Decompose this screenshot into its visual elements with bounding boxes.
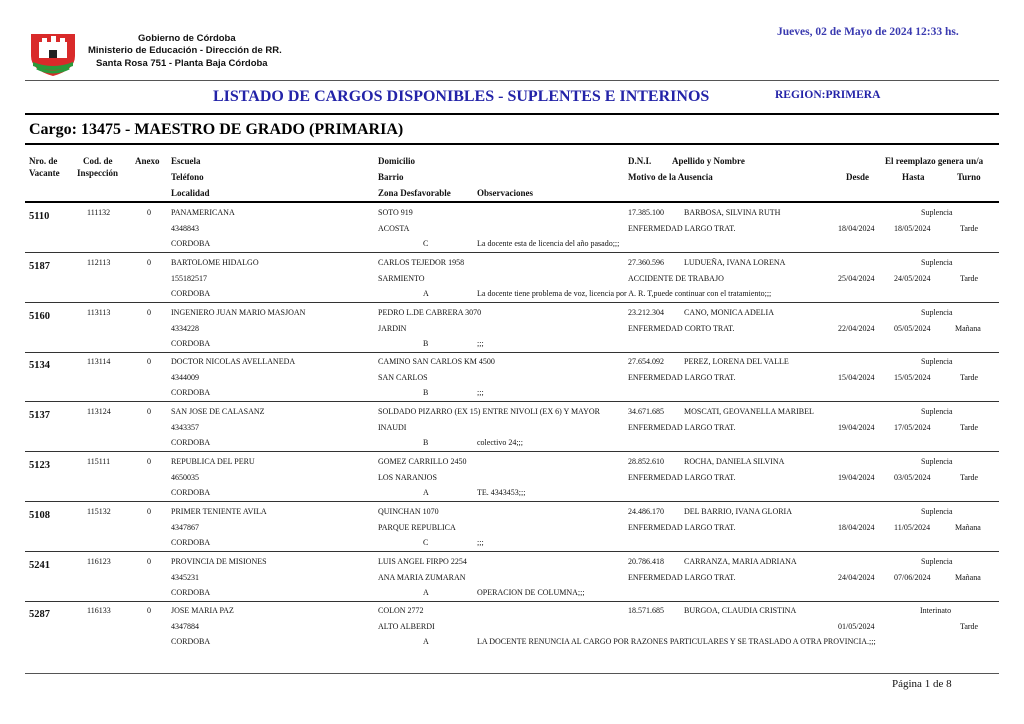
nombre-cell: ROCHA, DANIELA SILVINA xyxy=(684,457,785,466)
anexo-cell: 0 xyxy=(147,257,151,267)
anexo-cell: 0 xyxy=(147,606,151,616)
telefono-cell: 4344009 xyxy=(171,373,199,383)
zona-cell: A xyxy=(423,637,429,647)
col-apellido: Apellido y Nombre xyxy=(672,156,745,166)
localidad-cell: CORDOBA xyxy=(171,288,211,298)
anexo-cell: 0 xyxy=(147,357,151,367)
header-bottom-divider xyxy=(25,201,999,203)
desde-cell: 18/04/2024 xyxy=(838,224,875,233)
header-divider xyxy=(25,80,999,81)
col-escuela: Escuela xyxy=(171,156,201,166)
cod-cell: 112113 xyxy=(87,257,111,267)
anexo-cell: 0 xyxy=(147,506,151,516)
nombre-cell: PEREZ, LORENA DEL VALLE xyxy=(684,357,789,367)
desde-cell: 19/04/2024 xyxy=(838,423,875,433)
col-nro-de: Nro. de xyxy=(29,156,58,166)
anexo-cell: 0 xyxy=(147,457,151,466)
footer-divider xyxy=(25,673,999,674)
page-number: Página 1 de 8 xyxy=(892,678,952,690)
institution-address: Santa Rosa 751 - Planta Baja Córdoba xyxy=(96,58,268,69)
barrio-cell: JARDIN xyxy=(378,323,407,333)
col-anexo: Anexo xyxy=(135,156,160,166)
motivo-cell: ENFERMEDAD LARGO TRAT. xyxy=(628,522,736,532)
cargo-divider xyxy=(25,143,999,145)
tipo-cell: Suplencia xyxy=(921,407,953,417)
tipo-cell: Suplencia xyxy=(921,307,953,317)
zona-cell: A xyxy=(423,288,429,298)
escuela-cell: PANAMERICANA xyxy=(171,208,235,217)
dni-cell: 28.852.610 xyxy=(628,457,664,466)
col-telefono: Teléfono xyxy=(171,172,204,182)
escuela-cell: DOCTOR NICOLAS AVELLANEDA xyxy=(171,357,296,367)
hasta-cell: 24/05/2024 xyxy=(894,273,931,283)
institution-ministry: Ministerio de Educación - Dirección de RR. xyxy=(88,45,282,56)
cargo-heading: Cargo: 13475 - MAESTRO DE GRADO (PRIMARIA) xyxy=(29,121,404,138)
coat-of-arms-logo xyxy=(27,26,79,78)
turno-cell: Mañana xyxy=(955,323,981,333)
tipo-cell: Interinato xyxy=(920,606,952,616)
dni-cell: 18.571.685 xyxy=(628,606,664,616)
nombre-cell: DEL BARRIO, IVANA GLORIA xyxy=(684,506,792,516)
barrio-cell: LOS NARANJOS xyxy=(378,473,437,482)
escuela-cell: PRIMER TENIENTE AVILA xyxy=(171,506,267,516)
escuela-cell: BARTOLOME HIDALGO xyxy=(171,257,259,267)
col-localidad: Localidad xyxy=(171,188,210,198)
turno-cell: Tarde xyxy=(960,224,979,233)
cod-cell: 113113 xyxy=(87,307,111,317)
escuela-cell: SAN JOSE DE CALASANZ xyxy=(171,407,265,417)
zona-cell: A xyxy=(423,488,429,497)
localidad-cell: CORDOBA xyxy=(171,537,211,547)
escuela-cell: PROVINCIA DE MISIONES xyxy=(171,556,267,566)
hasta-cell: 05/05/2024 xyxy=(894,323,931,333)
desde-cell: 22/04/2024 xyxy=(838,323,875,333)
motivo-cell: ACCIDENTE DE TRABAJO xyxy=(628,273,724,283)
telefono-cell: 4347867 xyxy=(171,522,199,532)
barrio-cell: PARQUE REPUBLICA xyxy=(378,522,456,532)
nro-cell: 5287 xyxy=(29,609,50,621)
dni-cell: 27.360.596 xyxy=(628,257,664,267)
domicilio-cell: QUINCHAN 1070 xyxy=(378,506,439,516)
nombre-cell: LUDUEÑA, IVANA LORENA xyxy=(684,257,786,267)
col-motivo: Motivo de la Ausencia xyxy=(628,172,713,182)
tipo-cell: Suplencia xyxy=(921,208,953,217)
tipo-cell: Suplencia xyxy=(921,257,953,267)
col-zona: Zona Desfavorable xyxy=(378,188,451,198)
escuela-cell: JOSE MARIA PAZ xyxy=(171,606,234,616)
col-turno: Turno xyxy=(957,172,981,182)
turno-cell: Mañana xyxy=(955,572,981,582)
desde-cell: 18/04/2024 xyxy=(838,522,875,532)
localidad-cell: CORDOBA xyxy=(171,587,211,597)
row-divider xyxy=(25,601,999,602)
row-divider xyxy=(25,302,999,303)
turno-cell: Mañana xyxy=(955,522,981,532)
desde-cell: 25/04/2024 xyxy=(838,273,875,283)
nro-cell: 5160 xyxy=(29,310,50,322)
barrio-cell: SAN CARLOS xyxy=(378,373,428,383)
observaciones-cell: LA DOCENTE RENUNCIA AL CARGO POR RAZONES PARTICULARES Y SE TRASLADO A OTRA PROVINCIA.;;; xyxy=(477,637,876,647)
dni-cell: 17.385.100 xyxy=(628,208,664,217)
localidad-cell: CORDOBA xyxy=(171,338,211,348)
telefono-cell: 4334228 xyxy=(171,323,199,333)
hasta-cell: 03/05/2024 xyxy=(894,473,931,482)
col-inspeccion: Inspección xyxy=(77,168,119,178)
observaciones-cell: La docente tiene problema de voz, licencia por A. R. T,puede continuar con el tratamiento;;; xyxy=(477,288,772,298)
desde-cell: 15/04/2024 xyxy=(838,373,875,383)
col-observaciones: Observaciones xyxy=(477,188,533,198)
observaciones-cell: La docente esta de licencia del año pasado;;; xyxy=(477,239,620,248)
anexo-cell: 0 xyxy=(147,307,151,317)
desde-cell: 01/05/2024 xyxy=(838,622,875,632)
nombre-cell: BARBOSA, SILVINA RUTH xyxy=(684,208,781,217)
localidad-cell: CORDOBA xyxy=(171,438,211,448)
col-desde: Desde xyxy=(846,172,869,182)
dni-cell: 20.786.418 xyxy=(628,556,664,566)
tipo-cell: Suplencia xyxy=(921,506,953,516)
cod-cell: 116123 xyxy=(87,556,111,566)
observaciones-cell: TE. 4343453;;; xyxy=(477,488,526,497)
telefono-cell: 4343357 xyxy=(171,423,199,433)
institution-name: Gobierno de Córdoba xyxy=(138,33,236,44)
domicilio-cell: SOLDADO PIZARRO (EX 15) ENTRE NIVOLI (EX 6) Y MAYOR xyxy=(378,407,600,417)
nombre-cell: MOSCATI, GEOVANELLA MARIBEL xyxy=(684,407,814,417)
cod-cell: 113124 xyxy=(87,407,111,417)
col-domicilio: Domicilio xyxy=(378,156,415,166)
anexo-cell: 0 xyxy=(147,556,151,566)
localidad-cell: CORDOBA xyxy=(171,488,211,497)
row-divider xyxy=(25,451,999,452)
turno-cell: Tarde xyxy=(960,622,979,632)
col-hasta: Hasta xyxy=(902,172,925,182)
observaciones-cell: OPERACION DE COLUMNA;;; xyxy=(477,587,585,597)
desde-cell: 24/04/2024 xyxy=(838,572,875,582)
tipo-cell: Suplencia xyxy=(921,357,953,367)
telefono-cell: 4345231 xyxy=(171,572,199,582)
row-divider xyxy=(25,352,999,353)
domicilio-cell: CARLOS TEJEDOR 1958 xyxy=(378,257,465,267)
nro-cell: 5187 xyxy=(29,260,50,272)
domicilio-cell: GOMEZ CARRILLO 2450 xyxy=(378,457,467,466)
motivo-cell: ENFERMEDAD LARGO TRAT. xyxy=(628,373,736,383)
domicilio-cell: SOTO 919 xyxy=(378,208,413,217)
motivo-cell: ENFERMEDAD LARGO TRAT. xyxy=(628,423,736,433)
turno-cell: Tarde xyxy=(960,373,979,383)
dni-cell: 34.671.685 xyxy=(628,407,664,417)
zona-cell: B xyxy=(423,438,429,448)
hasta-cell: 11/05/2024 xyxy=(894,522,931,532)
row-divider xyxy=(25,501,999,502)
nro-cell: 5134 xyxy=(29,360,50,372)
col-barrio: Barrio xyxy=(378,172,404,182)
domicilio-cell: LUIS ANGEL FIRPO 2254 xyxy=(378,556,467,566)
domicilio-cell: CAMINO SAN CARLOS KM 4500 xyxy=(378,357,495,367)
telefono-cell: 4347884 xyxy=(171,622,199,632)
hasta-cell: 07/06/2024 xyxy=(894,572,931,582)
nro-cell: 5108 xyxy=(29,509,50,521)
localidad-cell: CORDOBA xyxy=(171,388,211,398)
hasta-cell: 17/05/2024 xyxy=(894,423,931,433)
motivo-cell: ENFERMEDAD LARGO TRAT. xyxy=(628,572,736,582)
dni-cell: 23.212.304 xyxy=(628,307,664,317)
observaciones-cell: ;;; xyxy=(477,338,484,348)
barrio-cell: ALTO ALBERDI xyxy=(378,622,435,632)
nro-cell: 5137 xyxy=(29,410,50,422)
cod-cell: 111132 xyxy=(87,208,111,217)
zona-cell: C xyxy=(423,537,429,547)
nro-cell: 5123 xyxy=(29,460,50,471)
col-cod-de: Cod. de xyxy=(83,156,113,166)
turno-cell: Tarde xyxy=(960,423,979,433)
telefono-cell: 4650035 xyxy=(171,473,199,482)
col-reemplazo: El reemplazo genera un/a xyxy=(885,156,984,166)
cod-cell: 113114 xyxy=(87,357,111,367)
anexo-cell: 0 xyxy=(147,208,151,217)
motivo-cell: ENFERMEDAD LARGO TRAT. xyxy=(628,473,736,482)
nro-cell: 5241 xyxy=(29,559,50,571)
anexo-cell: 0 xyxy=(147,407,151,417)
motivo-cell: ENFERMEDAD LARGO TRAT. xyxy=(628,224,736,233)
domicilio-cell: COLON 2772 xyxy=(378,606,424,616)
zona-cell: B xyxy=(423,338,429,348)
localidad-cell: CORDOBA xyxy=(171,637,211,647)
escuela-cell: REPUBLICA DEL PERU xyxy=(171,457,255,466)
zona-cell: A xyxy=(423,587,429,597)
turno-cell: Tarde xyxy=(960,473,979,482)
col-dni: D.N.I. xyxy=(628,156,652,166)
hasta-cell: 18/05/2024 xyxy=(894,224,931,233)
zona-cell: C xyxy=(423,239,429,248)
desde-cell: 19/04/2024 xyxy=(838,473,875,482)
col-vacante: Vacante xyxy=(29,168,60,178)
title-divider xyxy=(25,113,999,115)
zona-cell: B xyxy=(423,388,429,398)
localidad-cell: CORDOBA xyxy=(171,239,211,248)
motivo-cell: ENFERMEDAD CORTO TRAT. xyxy=(628,323,735,333)
nro-cell: 5110 xyxy=(29,211,50,222)
hasta-cell: 15/05/2024 xyxy=(894,373,931,383)
tipo-cell: Suplencia xyxy=(921,556,953,566)
report-datetime: Jueves, 02 de Mayo de 2024 12:33 hs. xyxy=(777,26,959,38)
domicilio-cell: PEDRO L.DE CABRERA 3070 xyxy=(378,307,482,317)
observaciones-cell: ;;; xyxy=(477,537,484,547)
barrio-cell: ANA MARIA ZUMARAN xyxy=(378,572,466,582)
row-divider xyxy=(25,401,999,402)
escuela-cell: INGENIERO JUAN MARIO MASJOAN xyxy=(171,307,306,317)
nombre-cell: BURGOA, CLAUDIA CRISTINA xyxy=(684,606,797,616)
tipo-cell: Suplencia xyxy=(921,457,953,466)
nombre-cell: CARRANZA, MARIA ADRIANA xyxy=(684,556,797,566)
cod-cell: 115111 xyxy=(87,457,111,466)
report-title: LISTADO DE CARGOS DISPONIBLES - SUPLENTES E INTERINOS xyxy=(213,88,710,105)
telefono-cell: 4348843 xyxy=(171,224,199,233)
telefono-cell: 155182517 xyxy=(171,273,207,283)
turno-cell: Tarde xyxy=(960,273,979,283)
observaciones-cell: colectivo 24;;; xyxy=(477,438,523,448)
barrio-cell: SARMIENTO xyxy=(378,273,425,283)
barrio-cell: INAUDI xyxy=(378,423,407,433)
dni-cell: 27.654.092 xyxy=(628,357,664,367)
dni-cell: 24.486.170 xyxy=(628,506,664,516)
region-label: REGION:PRIMERA xyxy=(775,89,881,101)
cod-cell: 115132 xyxy=(87,506,111,516)
row-divider xyxy=(25,252,999,253)
observaciones-cell: ;;; xyxy=(477,388,484,398)
barrio-cell: ACOSTA xyxy=(378,224,410,233)
cod-cell: 116133 xyxy=(87,606,111,616)
row-divider xyxy=(25,551,999,552)
nombre-cell: CANO, MONICA ADELIA xyxy=(684,307,774,317)
